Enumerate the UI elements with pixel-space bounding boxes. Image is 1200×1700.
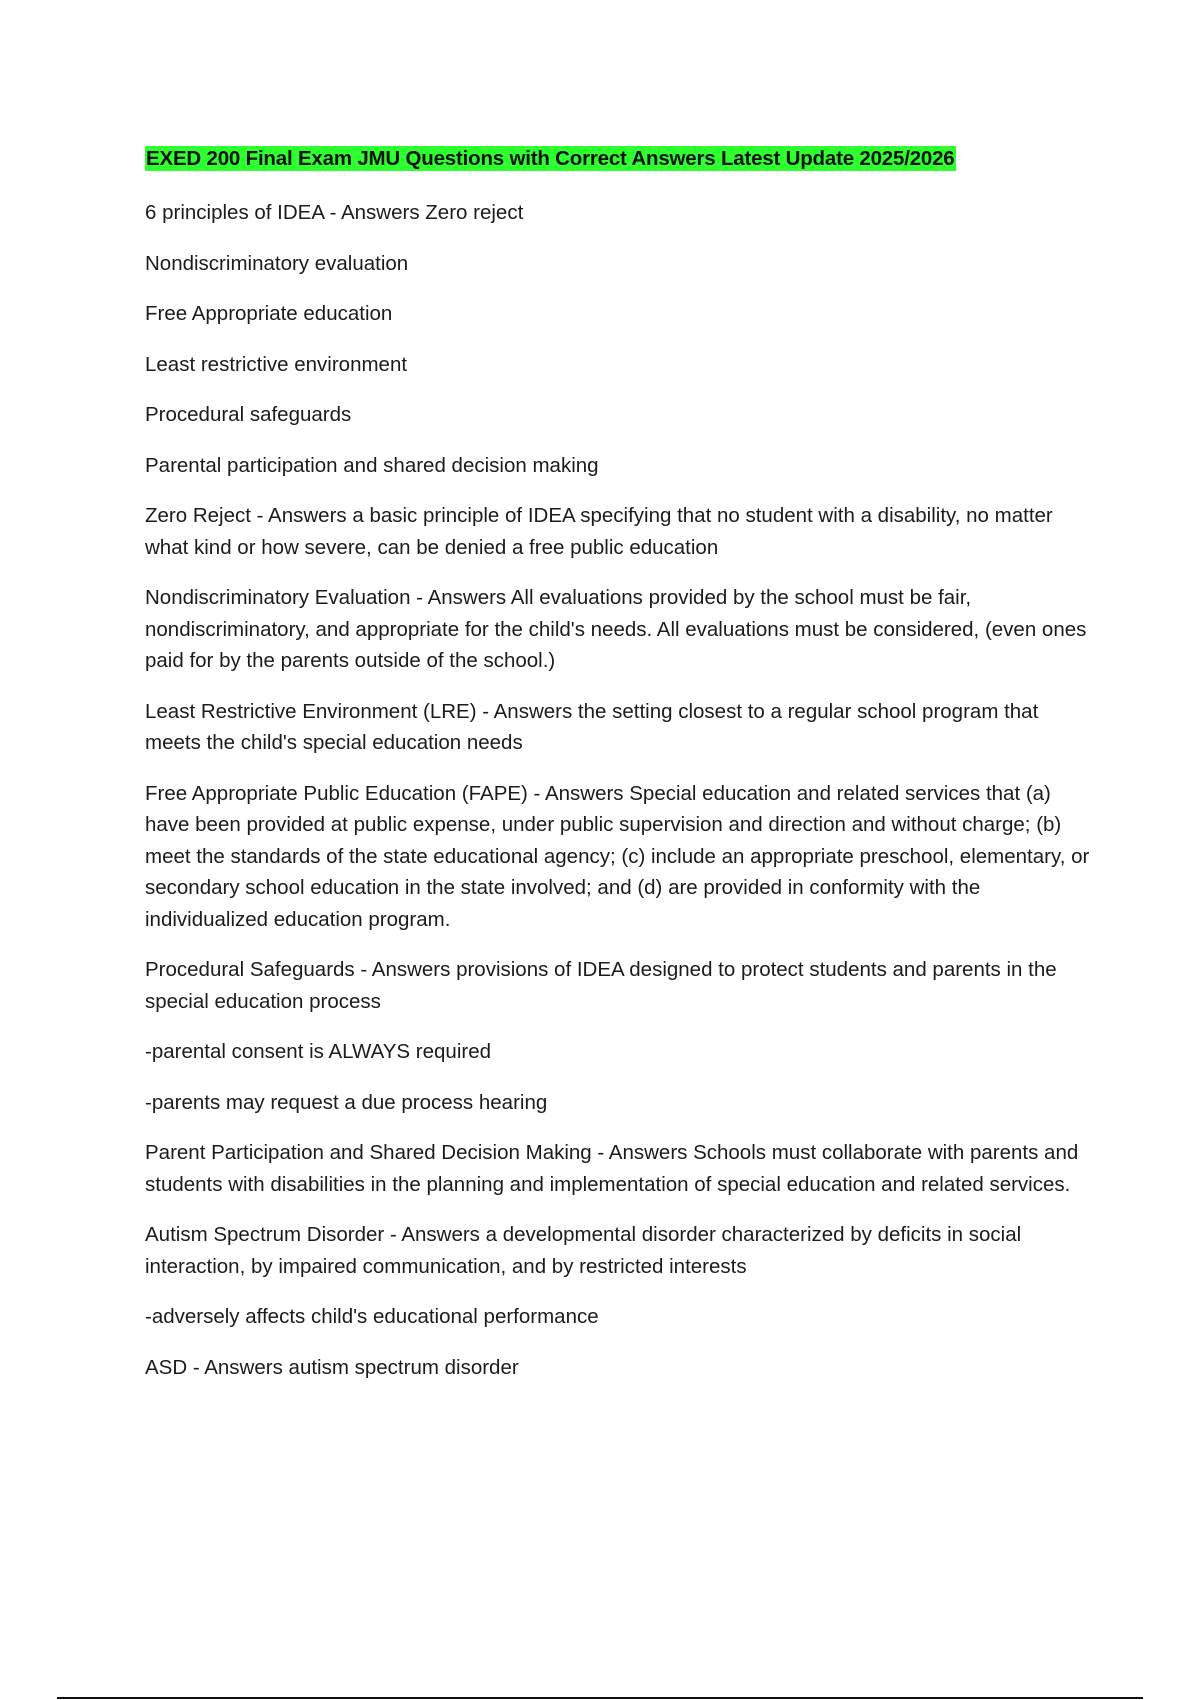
paragraph-parent-participation: Parent Participation and Shared Decision Making - Answers Schools must collaborate with parents and students with disabilities in the planning and implementation of special education and related services. <box>145 1141 1079 1196</box>
paragraph-nondiscriminatory-evaluation: Nondiscriminatory Evaluation - Answers All evaluations provided by the school must be fair, nondiscriminatory, and appropriate for the child's needs. All evaluations must be considered, (even ones paid for by the parents outside of the school.) <box>145 586 1087 672</box>
paragraph-lre: Least Restrictive Environment (LRE) - Answers the setting closest to a regular school program that meets the child's special education needs <box>145 699 1039 754</box>
paragraph-procedural-safeguards: Procedural Safeguards - Answers provisions of IDEA designed to protect students and parents in the special education process <box>145 958 1057 1013</box>
paragraph-parental-consent: -parental consent is ALWAYS required <box>145 1040 492 1063</box>
document-body <box>145 145 1090 1402</box>
paragraph-least-restrictive: Least restrictive environment <box>145 352 408 376</box>
paragraph-zero-reject: Zero Reject - Answers a basic principle of IDEA specifying that no student with a disability, no matter what kind or how severe, can be denied a free public education <box>145 504 1053 559</box>
paragraph-adversely-affects: -adversely affects child's educational performance <box>145 1305 599 1328</box>
paragraph-free-appropriate: Free Appropriate education <box>145 302 393 325</box>
title-line <box>145 145 1090 175</box>
paragraph-nondiscriminatory: Nondiscriminatory evaluation <box>145 251 409 275</box>
paragraph-due-process: -parents may request a due process hearing <box>145 1090 548 1114</box>
document-title: EXED 200 Final Exam JMU Questions with Correct Answers Latest Update 2025/2026 <box>146 147 955 170</box>
paragraph-parental: Parental participation and shared decision making <box>145 453 599 477</box>
paragraph-autism: Autism Spectrum Disorder - Answers a developmental disorder characterized by deficits in social interaction, by impaired communication, and by restricted interests <box>145 1223 1022 1278</box>
paragraph-asd: ASD - Answers autism spectrum disorder <box>145 1355 519 1379</box>
paragraph-procedural: Procedural safeguards <box>145 403 352 426</box>
paragraph-fape: Free Appropriate Public Education (FAPE) - Answers Special education and related services that (a) have been provided at public expense, under public supervision and direction and without charge; (b) meet the standards of the state educational agency; (c) include an appropriate preschool, elementary, or secondary school education in the state involved; and (d) are provided in conformity with the individualized education program. <box>145 781 1090 931</box>
footer-divider <box>57 1697 1143 1699</box>
paragraph-idea-principles: 6 principles of IDEA - Answers Zero reject <box>145 201 524 224</box>
